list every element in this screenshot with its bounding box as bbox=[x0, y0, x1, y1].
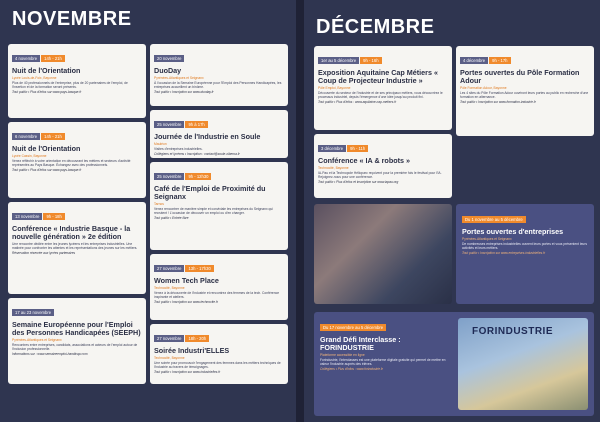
event-card[interactable] bbox=[8, 202, 146, 294]
event-location: Plateforme accessible en ligne bbox=[320, 353, 365, 357]
event-date: 20 novembre bbox=[154, 55, 184, 62]
event-title: Conférence « Industrie Basque - la nouvelle génération » 2e édition bbox=[12, 224, 131, 241]
event-time: 18h - 20h bbox=[185, 335, 209, 342]
event-footer: Réservation réservée aux lycées partenaires bbox=[12, 251, 76, 255]
event-footer[interactable]: Tout public • Plus d'infos : www.aquitaine-cap-metiers.fr bbox=[318, 100, 397, 104]
event-date: 13 novembre bbox=[12, 213, 42, 220]
event-date: 25 novembre bbox=[154, 173, 184, 180]
event-title: Conférence « IA & robots » bbox=[318, 156, 410, 165]
event-title: Café de l'Emploi de Proximité du Seignanx bbox=[154, 184, 266, 201]
page-november bbox=[0, 0, 296, 422]
forindustrie-panel[interactable] bbox=[314, 312, 594, 416]
event-footer[interactable]: Tout public • Inscription sur www.formation-industrie.fr bbox=[460, 100, 536, 104]
event-title: Semaine Européenne pour l'Emploi des Personnes Handicapées (SEEPH) bbox=[12, 320, 141, 337]
event-title: Soirée Industri'ELLES bbox=[154, 346, 230, 355]
event-card[interactable] bbox=[8, 122, 146, 198]
forindustrie-logo: FORINDUSTRIE bbox=[472, 326, 553, 337]
event-location: Technocité, Bayonne bbox=[154, 356, 185, 360]
event-footer[interactable]: Tout public • Plus d'infos sur www.pays-basque.fr bbox=[12, 168, 82, 172]
panel-text bbox=[320, 336, 448, 371]
month-title: DÉCEMBRE bbox=[316, 16, 435, 38]
event-location: Pyrénées-Atlantiques et Seignanx bbox=[12, 338, 62, 342]
event-footer[interactable]: Tout public • Inscription sur www.entreprises-industrielles.fr bbox=[462, 251, 546, 255]
event-title: Portes ouvertes du Pôle Formation Adour bbox=[460, 68, 580, 85]
event-location: Lycée Louis-de-Foix, Bayonne bbox=[12, 76, 57, 80]
event-time: 9h - 11h bbox=[347, 145, 368, 152]
event-date: 17 au 23 novembre bbox=[12, 309, 54, 316]
event-card[interactable] bbox=[150, 254, 288, 320]
event-title: DuoDay bbox=[154, 66, 182, 75]
event-time: 14h - 21h bbox=[41, 133, 65, 140]
event-date: 4 novembre bbox=[12, 55, 40, 62]
event-time: 9h - 12h30 bbox=[185, 173, 211, 180]
event-footer[interactable]: Tout public • Inscription sur www.industrielles.fr bbox=[154, 370, 221, 374]
event-footer: Tout public • Entrée libre bbox=[154, 216, 189, 220]
event-time: 13h - 17h30 bbox=[185, 265, 213, 272]
event-location: Pôle Emploi, Bayonne bbox=[318, 86, 351, 90]
workers-photo bbox=[314, 204, 452, 304]
event-time: 9h - 18h bbox=[43, 213, 64, 220]
event-location: Technocité, Bayonne bbox=[318, 166, 349, 170]
event-description: Plus de 40 professionnels de l'entreprise, plus de 20 partenaires de l'emploi, de l'insertion et de la formation seront présents. bbox=[12, 81, 128, 89]
event-card[interactable] bbox=[314, 134, 452, 198]
event-date: Du 17 novembre au 5 décembre bbox=[320, 324, 386, 331]
event-footer[interactable]: Tout public • Plus d'infos et inscription sur www.iapau.org bbox=[318, 180, 399, 184]
event-card[interactable] bbox=[8, 44, 146, 118]
event-date: Du 1 novembre au 5 décembre bbox=[462, 216, 526, 223]
event-footer[interactable]: Tout public • Inscription sur www.duoday.fr bbox=[154, 90, 214, 94]
event-description: Les 4 sites du Pôle Formation Adour ouvriront leurs portes au public en recherche d'une formation en alternance. bbox=[460, 91, 589, 99]
page-gutter bbox=[296, 0, 304, 422]
event-card[interactable] bbox=[150, 110, 288, 158]
event-card[interactable] bbox=[314, 46, 452, 130]
event-title: Journée de l'Industrie en Soule bbox=[154, 132, 261, 141]
column-right-2 bbox=[456, 46, 594, 140]
event-date: 1er au 5 décembre bbox=[318, 57, 359, 64]
event-time: 9h - 16h bbox=[360, 57, 381, 64]
event-description: Rencontres entre entreprises, candidats, associations et acteurs de l'emploi autour de l'inclusion professionnelle. bbox=[12, 343, 138, 351]
event-card[interactable] bbox=[150, 324, 288, 384]
event-card[interactable] bbox=[150, 162, 288, 250]
event-title: Portes ouvertes d'entreprises bbox=[462, 227, 564, 236]
event-date: 27 novembre bbox=[154, 335, 184, 342]
column-left-2 bbox=[150, 44, 288, 388]
event-description: Forindustrie, l'interclasses est une plateforme digitale gratuite qui permet de mettre en valeur l'industrie auprès des élèves. bbox=[320, 358, 446, 366]
event-time: 9h à 17h bbox=[185, 121, 207, 128]
event-footer[interactable]: Tout public • Plus d'infos sur www.pays-basque.fr bbox=[12, 90, 82, 94]
event-description: Une soirée pour promouvoir l'engagement des femmes dans les métiers techniques de l'industrie au travers de témoignages. bbox=[154, 361, 281, 369]
event-title: Nuit de l'Orientation bbox=[12, 144, 81, 153]
event-footer[interactable]: Informations sur : www.semaineemploi-handicap.com bbox=[12, 352, 88, 356]
event-title: Exposition Aquitaine Cap Métiers « Coup de Projecteur Industrie » bbox=[318, 68, 438, 85]
event-time: 14h - 21h bbox=[41, 55, 65, 62]
event-description: Venez rencontrer de manière simple et conviviale les entreprises du Seignanx qui recrutent ! L'occasion de découvrir un emploi ou d'en changer. bbox=[154, 207, 273, 215]
event-date: 3 décembre bbox=[318, 145, 346, 152]
event-footer[interactable]: Collégiens et lycéens • Inscription : contact@soule-xiberoa.fr bbox=[154, 152, 240, 156]
event-date: 27 novembre bbox=[154, 265, 184, 272]
event-description: Une rencontre dédiée entre les jeunes lycéens et les entreprises industrielles. Une matinée pour confronter les attentes et les représentations des jeunes sur les métiers. bbox=[12, 242, 138, 250]
page-december bbox=[304, 0, 600, 422]
event-location: Pyrénées-Atlantiques et Seignanx bbox=[462, 237, 512, 241]
event-description: IA-Pau et la Technopole Hélioparc reçoivent pour la première fois le festival pour l'IA. Rejoignez-nous pour une conférence. bbox=[318, 171, 442, 179]
month-title: NOVEMBRE bbox=[12, 8, 132, 30]
event-title: Women Tech Place bbox=[154, 276, 219, 285]
event-date: 4 décembre bbox=[460, 57, 488, 64]
event-location: Pyrénées-Atlantiques et Seignanx bbox=[154, 76, 204, 80]
event-title: Nuit de l'Orientation bbox=[12, 66, 81, 75]
event-card[interactable] bbox=[8, 298, 146, 384]
event-location: Technocité, Bayonne bbox=[154, 286, 185, 290]
event-title: Grand Défi Interclasse : FORINDUSTRIE bbox=[320, 335, 401, 352]
event-footer[interactable]: Tout public • Inscription sur www.technocite.fr bbox=[154, 300, 218, 304]
event-location: Mauléon bbox=[154, 142, 167, 146]
event-footer[interactable]: Collégiens • Plus d'infos : www.forindustrie.fr bbox=[320, 367, 383, 371]
column-right-1 bbox=[314, 46, 452, 202]
event-location: Pôle Formation Adour, Bayonne bbox=[460, 86, 507, 90]
column-left-1 bbox=[8, 44, 146, 388]
event-description: De nombreuses entreprises industrielles ouvrent leurs portes et vous présentent leurs activités et leurs métiers. bbox=[462, 242, 587, 250]
event-card[interactable] bbox=[456, 46, 594, 136]
open-days-panel[interactable] bbox=[456, 204, 594, 304]
event-time: 9h - 17h bbox=[489, 57, 510, 64]
event-description: Découverte du secteur de l'industrie et de ses principaux métiers, vous découvrirez le processus industriel, depuis l'émergence d'une idée jusqu'au produit fini. bbox=[318, 91, 443, 99]
event-description: Venez à la découverte de l'industrie et rencontrez des femmes de la tech. Conférence inspirante et ateliers. bbox=[154, 291, 280, 299]
event-card[interactable] bbox=[150, 44, 288, 106]
event-description: À l'occasion de la Semaine Européenne pour l'Emploi des Personnes Handicapées, les entreprises accueillent un binôme. bbox=[154, 81, 282, 89]
event-date: 25 novembre bbox=[154, 121, 184, 128]
event-location: Lycée Cassin, Bayonne bbox=[12, 154, 47, 158]
event-description: Visites d'entreprises industrielles. bbox=[154, 147, 203, 151]
event-date: 6 novembre bbox=[12, 133, 40, 140]
event-description: Venez réfléchir à votre orientation en découvrant les métiers et secteurs d'activité représentés au Pays Basque. Échangez avec des professionnels. bbox=[12, 159, 131, 167]
event-location: Tarnos bbox=[154, 202, 164, 206]
